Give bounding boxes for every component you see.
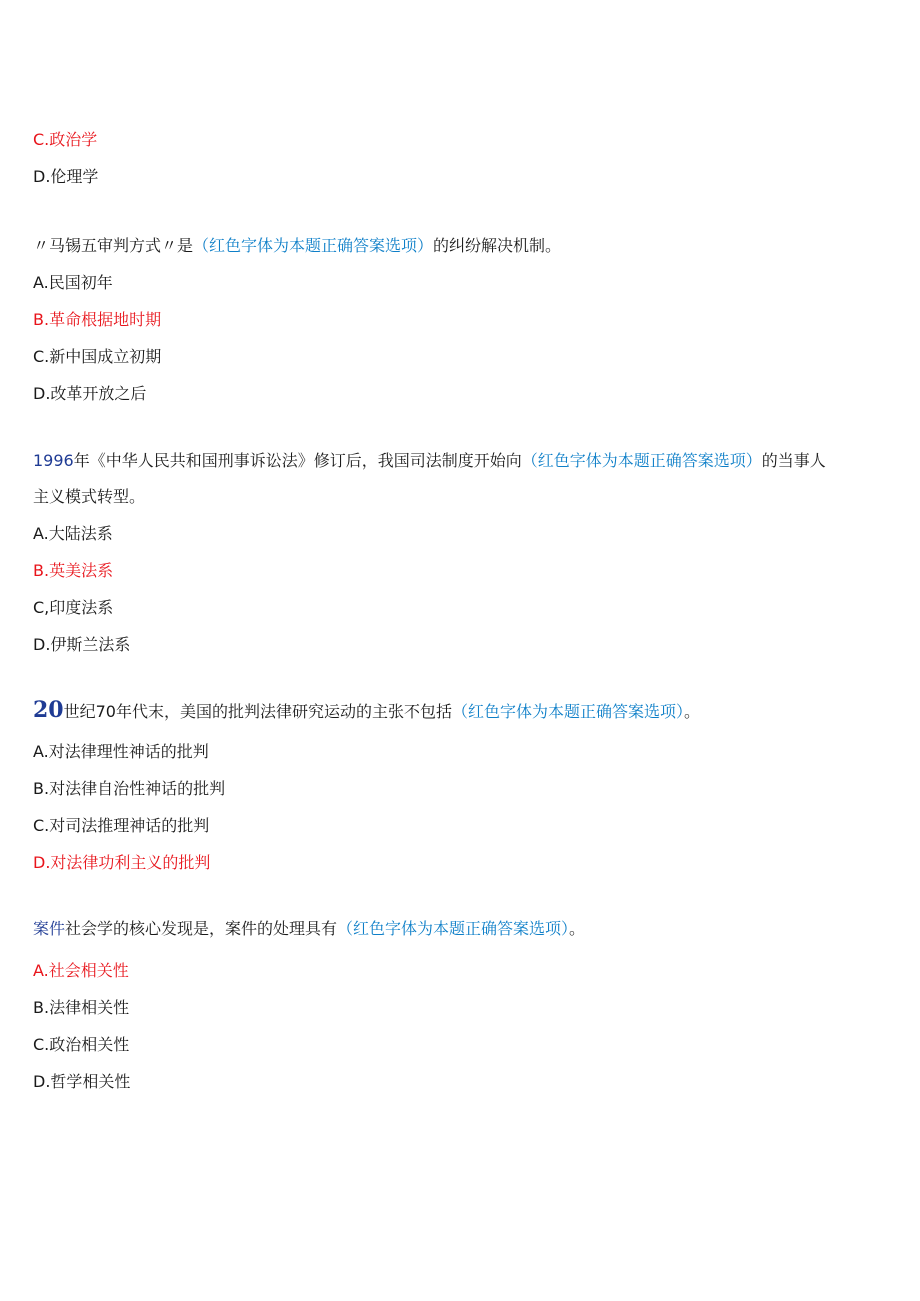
answer-hint: （红色字体为本题正确答案选项） [521, 451, 762, 470]
option-c: C.对司法推理神话的批判 [33, 816, 210, 835]
stem-text: 。 [684, 702, 701, 721]
option-c: C,印度法系 [33, 598, 114, 617]
stem-text: 世纪70年代末，美国的批判法律研究运动的主张不包括 [63, 702, 452, 721]
option-b: B.对法律自治性神话的批判 [33, 779, 226, 798]
option-a: A.大陆法系 [33, 524, 113, 543]
question-stem [33, 918, 585, 940]
stem-text: 年《中华人民共和国刑事诉讼法》修订后，我国司法制度开始向 [73, 451, 522, 470]
option-b: B.法律相关性 [33, 998, 130, 1017]
answer-hint: （红色字体为本题正确答案选项） [452, 702, 685, 721]
option-b-answer: B.革命根据地时期 [33, 310, 162, 329]
option-d: D.改革开放之后 [33, 384, 147, 403]
question-stem-continued: 主义模式转型。 [33, 487, 146, 506]
answer-hint: （红色字体为本题正确答案选项） [337, 919, 570, 938]
option-c: C.政治相关性 [33, 1035, 130, 1054]
option-d-answer: D.对法律功利主义的批判 [33, 853, 211, 872]
option-b-answer: B.英美法系 [33, 561, 114, 580]
option-c: C.新中国成立初期 [33, 347, 162, 366]
option-a-answer: A.社会相关性 [33, 961, 129, 980]
stem-number: 1996 [33, 451, 74, 470]
option-a: A.民国初年 [33, 273, 113, 292]
stem-text: 社会学的核心发现是，案件的处理具有 [65, 919, 338, 938]
question-stem [33, 450, 826, 472]
stem-text: 〃马锡五审判方式〃是 [33, 236, 194, 255]
stem-text: 的当事人 [761, 451, 826, 470]
stem-number: 20 [33, 697, 64, 723]
stem-lead: 案件 [33, 919, 66, 938]
option-d: D.伦理学 [33, 167, 99, 186]
stem-text: 的纠纷解决机制。 [433, 236, 562, 255]
question-stem [33, 699, 700, 723]
option-a: A.对法律理性神话的批判 [33, 742, 209, 761]
option-c-answer: C.政治学 [33, 130, 98, 149]
option-d: D.伊斯兰法系 [33, 635, 131, 654]
stem-text: 。 [569, 919, 586, 938]
question-stem [33, 235, 561, 257]
option-d: D.哲学相关性 [33, 1072, 131, 1091]
answer-hint: （红色字体为本题正确答案选项） [193, 236, 434, 255]
